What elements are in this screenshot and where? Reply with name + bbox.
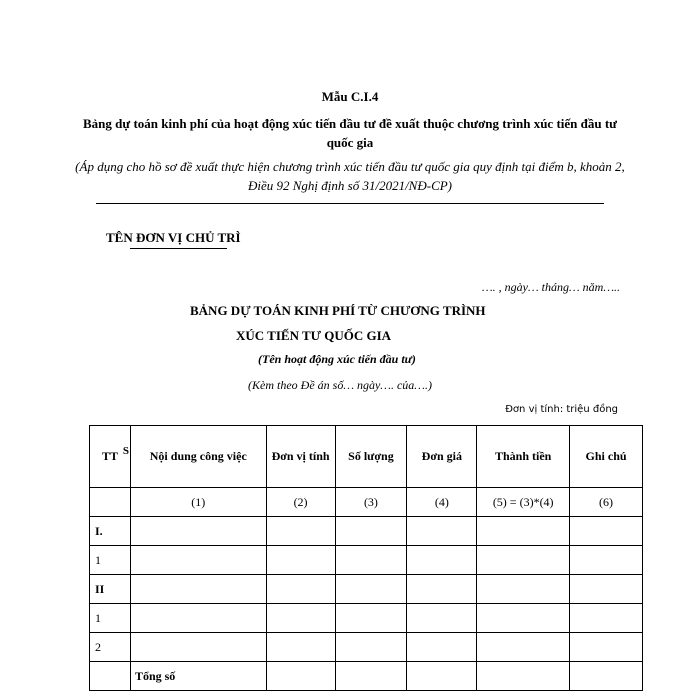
column-header-quantity: Số lượng	[335, 426, 407, 488]
row-cell	[570, 633, 643, 662]
table-row	[90, 517, 643, 546]
form-code: Mẫu C.I.4	[321, 89, 379, 104]
row-tt: II	[90, 575, 131, 604]
row-cell	[335, 575, 407, 604]
row-cell	[477, 517, 570, 546]
column-header-unit: Đơn vị tính	[266, 426, 335, 488]
row-cell	[407, 633, 477, 662]
unit-note: Đơn vị tính: triệu đồng	[505, 404, 618, 415]
row-cell	[570, 662, 643, 691]
row-cell	[266, 546, 335, 575]
budget-table	[89, 425, 643, 691]
row-cell	[335, 604, 407, 633]
date-line: …. , ngày… tháng… năm…..	[481, 280, 620, 294]
row-content	[130, 633, 266, 662]
attachment-note: (Kèm theo Đề án số… ngày…. của….)	[248, 378, 432, 392]
numbering-cell: (2)	[266, 488, 335, 517]
column-header-notes: Ghi chú	[570, 426, 643, 488]
table-header-row	[90, 426, 643, 488]
document-title: Bảng dự toán kinh phí của hoạt động xúc tiến đầu tư đề xuất thuộc chương trình xúc tiến đầu tư quốc gia	[83, 116, 617, 150]
row-cell	[407, 662, 477, 691]
row-content	[130, 517, 266, 546]
table-row	[90, 633, 643, 662]
row-content	[130, 546, 266, 575]
row-cell	[570, 604, 643, 633]
row-tt: 2	[90, 633, 131, 662]
column-header-tt: S TT	[90, 426, 131, 488]
row-cell	[266, 662, 335, 691]
row-cell	[477, 575, 570, 604]
total-row	[90, 662, 643, 691]
row-tt: 1	[90, 546, 131, 575]
numbering-cell	[90, 488, 131, 517]
total-label: Tổng số	[130, 662, 266, 691]
row-cell	[477, 662, 570, 691]
row-cell	[407, 517, 477, 546]
row-cell	[266, 604, 335, 633]
column-header-content: Nội dung công việc	[130, 426, 266, 488]
row-cell	[407, 604, 477, 633]
table-title-line1: BẢNG DỰ TOÁN KINH PHÍ TỪ CHƯƠNG TRÌNH	[190, 303, 486, 318]
column-header-amount: Thành tiền	[477, 426, 570, 488]
row-content	[130, 575, 266, 604]
row-cell	[477, 604, 570, 633]
numbering-cell: (6)	[570, 488, 643, 517]
row-tt: I.	[90, 517, 131, 546]
row-cell	[570, 546, 643, 575]
row-cell	[335, 517, 407, 546]
numbering-cell: (5) = (3)*(4)	[477, 488, 570, 517]
row-cell	[335, 633, 407, 662]
numbering-cell: (4)	[407, 488, 477, 517]
row-cell	[570, 517, 643, 546]
column-header-s-mark: S	[122, 445, 129, 457]
row-cell	[266, 575, 335, 604]
row-cell	[335, 546, 407, 575]
row-tt: 1	[90, 604, 131, 633]
row-cell	[477, 633, 570, 662]
row-cell	[266, 517, 335, 546]
table-row	[90, 604, 643, 633]
row-cell	[266, 633, 335, 662]
table-title-line2: XÚC TIẾN TƯ QUỐC GIA	[236, 328, 392, 343]
document-subtitle: (Áp dụng cho hồ sơ đề xuất thực hiện chương trình xúc tiến đầu tư quốc gia quy định tại điểm b, khoản 2, Điều 92 Nghị định số 31/2021/NĐ-CP)	[75, 159, 625, 193]
column-header-unit-price: Đơn giá	[407, 426, 477, 488]
organization-name: TÊN ĐƠN VỊ CHỦ TRÌ	[106, 230, 241, 245]
row-cell	[407, 546, 477, 575]
row-cell	[570, 575, 643, 604]
row-cell	[477, 546, 570, 575]
numbering-cell: (1)	[130, 488, 266, 517]
numbering-row	[90, 488, 643, 517]
numbering-cell: (3)	[335, 488, 407, 517]
organization-underline	[130, 248, 227, 249]
row-cell	[335, 662, 407, 691]
row-cell	[407, 575, 477, 604]
table-row	[90, 546, 643, 575]
table-row	[90, 575, 643, 604]
header-divider	[96, 203, 604, 204]
row-tt	[90, 662, 131, 691]
activity-name: (Tên hoạt động xúc tiến đầu tư)	[258, 352, 416, 366]
row-content	[130, 604, 266, 633]
